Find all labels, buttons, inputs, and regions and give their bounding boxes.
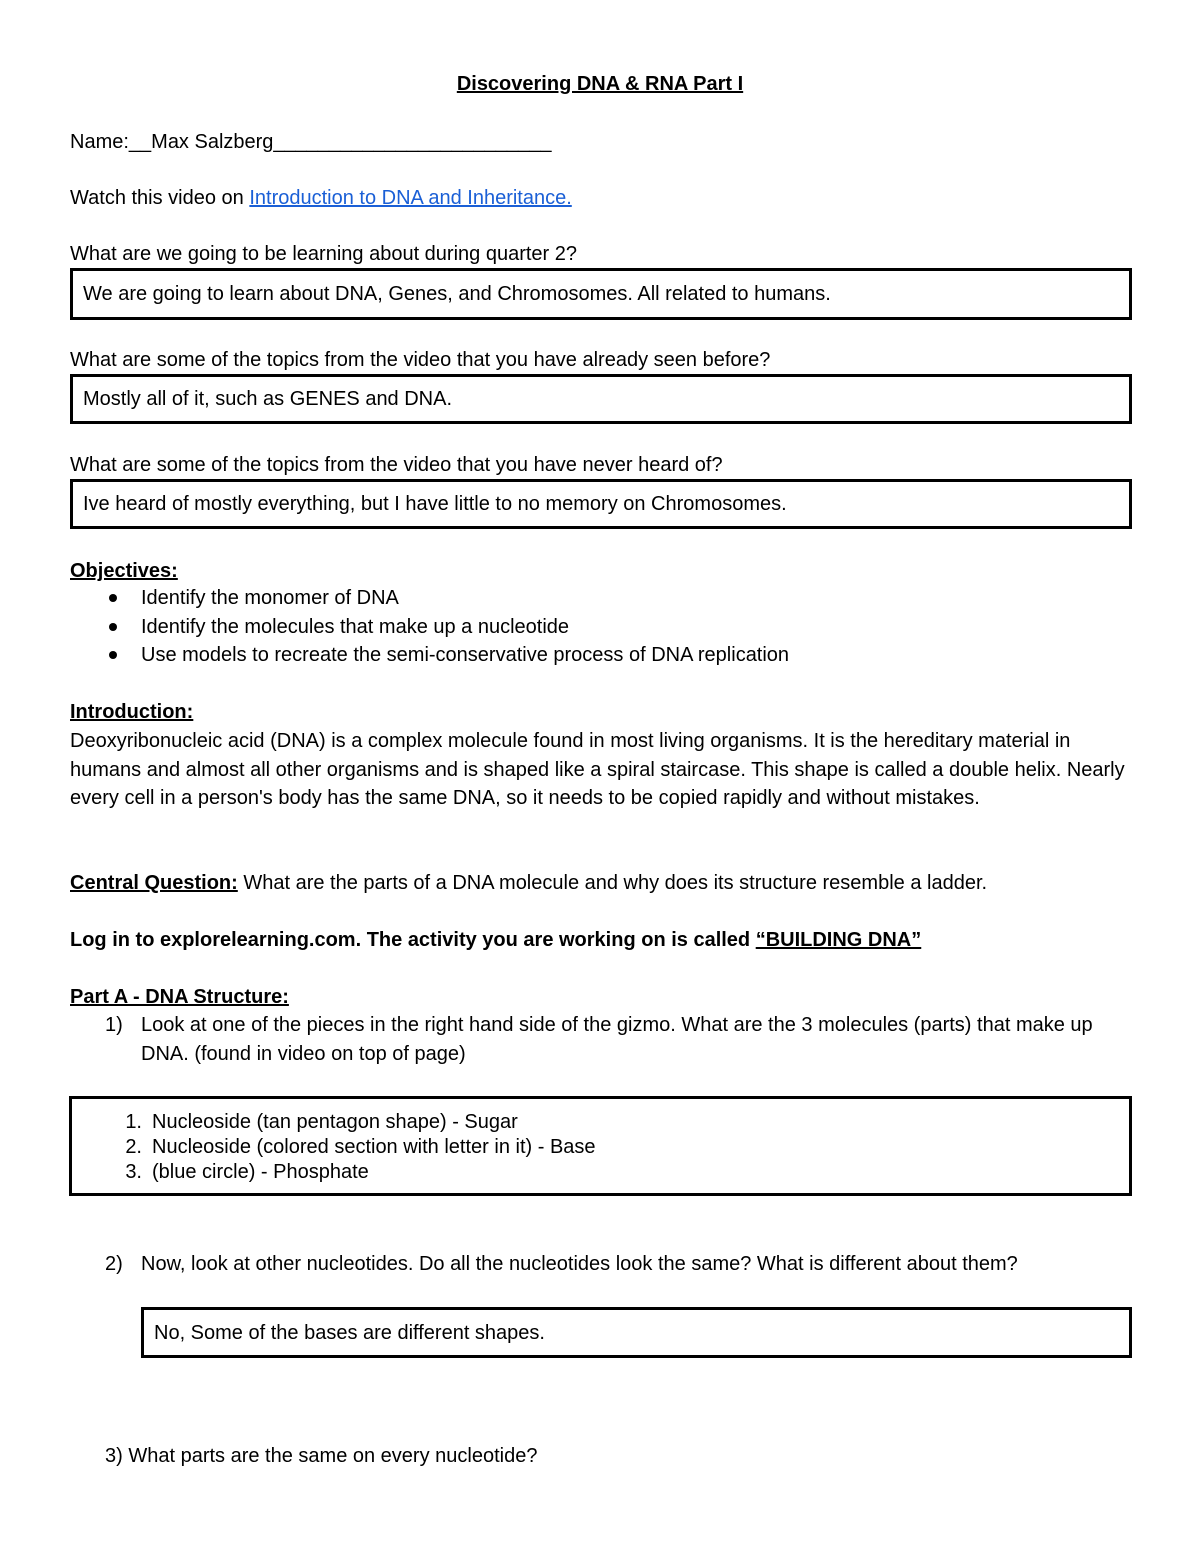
- introduction-body: Deoxyribonucleic acid (DNA) is a complex molecule found in most living organisms. It is the hereditary material in humans and almost all other organisms and is shaped like a spiral staircase. This shape is called a double helix. Nearly every cell in a person's body has the same DNA, so it needs to be copied rapidly and without mistakes.: [70, 730, 1125, 809]
- part-a-question-1-text: Look at one of the pieces in the right hand side of the gizmo. What are the 3 molecules (parts) that make up DNA. (found in video on top of page): [141, 1014, 1093, 1065]
- central-question: [70, 869, 987, 897]
- activity-name: “BUILDING DNA”: [755, 929, 922, 951]
- part-a-answer-list: [125, 1110, 596, 1185]
- video-prefix: Watch this video on: [70, 187, 250, 209]
- objective-item: Use models to recreate the semi-conservative process of DNA replication: [141, 641, 789, 670]
- question-1-prompt: What are we going to be learning about during quarter 2?: [70, 243, 578, 265]
- part-a-question-2-text: Now, look at other nucleotides. Do all the nucleotides look the same? What is different about them?: [141, 1253, 1018, 1275]
- part-a-question-1-answer-box[interactable]: [69, 1096, 1132, 1196]
- question-2-answer-box[interactable]: [70, 374, 1132, 424]
- bullet-icon: [109, 623, 117, 631]
- question-number: 1): [105, 1014, 123, 1036]
- question-1-answer-box[interactable]: [70, 268, 1132, 320]
- question-2-prompt: What are some of the topics from the video that you have already seen before?: [70, 349, 771, 371]
- part-a-question-2-answer: No, Some of the bases are different shapes.: [154, 1321, 545, 1344]
- question-3-answer: Ive heard of mostly everything, but I have little to no memory on Chromosomes.: [83, 493, 787, 515]
- objective-item: Identify the molecules that make up a nucleotide: [141, 613, 789, 642]
- question-3-prompt: What are some of the topics from the video that you have never heard of?: [70, 454, 723, 476]
- video-instruction: [70, 184, 572, 212]
- list-item: 2. Nucleoside (colored section with letter in it) - Base: [125, 1136, 596, 1158]
- video-link[interactable]: Introduction to DNA and Inheritance.: [249, 187, 572, 209]
- bullet-icon: [109, 651, 117, 659]
- login-instruction: [70, 926, 921, 954]
- question-number: 2): [105, 1253, 123, 1275]
- introduction-heading: Introduction:: [70, 701, 194, 723]
- question-2-answer: Mostly all of it, such as GENES and DNA.: [83, 388, 453, 410]
- bullet-icon: [109, 594, 117, 602]
- central-question-text: What are the parts of a DNA molecule and why does its structure resemble a ladder.: [237, 872, 988, 894]
- login-text: Log in to explorelearning.com. The activity you are working on is called: [70, 929, 756, 951]
- question-3-answer-box[interactable]: [70, 479, 1132, 529]
- name-line: Name:__Max Salzberg_________________________: [70, 131, 552, 153]
- part-a-question-2: [105, 1250, 1018, 1279]
- objective-item: Identify the monomer of DNA: [141, 584, 789, 613]
- question-1-answer: We are going to learn about DNA, Genes, and Chromosomes. All related to humans.: [83, 283, 831, 305]
- part-a-question-3: 3) What parts are the same on every nucleotide?: [105, 1445, 538, 1467]
- objectives-list: [141, 584, 789, 670]
- central-question-heading: Central Question:: [70, 872, 238, 894]
- list-item: 1. Nucleoside (tan pentagon shape) - Sugar: [125, 1111, 518, 1133]
- part-a-question-2-answer-box[interactable]: [141, 1307, 1132, 1358]
- part-a-question-1: [105, 1011, 1131, 1068]
- list-item: 3. (blue circle) - Phosphate: [125, 1161, 369, 1183]
- objectives-heading: Objectives:: [70, 560, 178, 582]
- part-a-heading: Part A - DNA Structure:: [70, 986, 289, 1008]
- page-title: Discovering DNA & RNA Part I: [456, 73, 744, 95]
